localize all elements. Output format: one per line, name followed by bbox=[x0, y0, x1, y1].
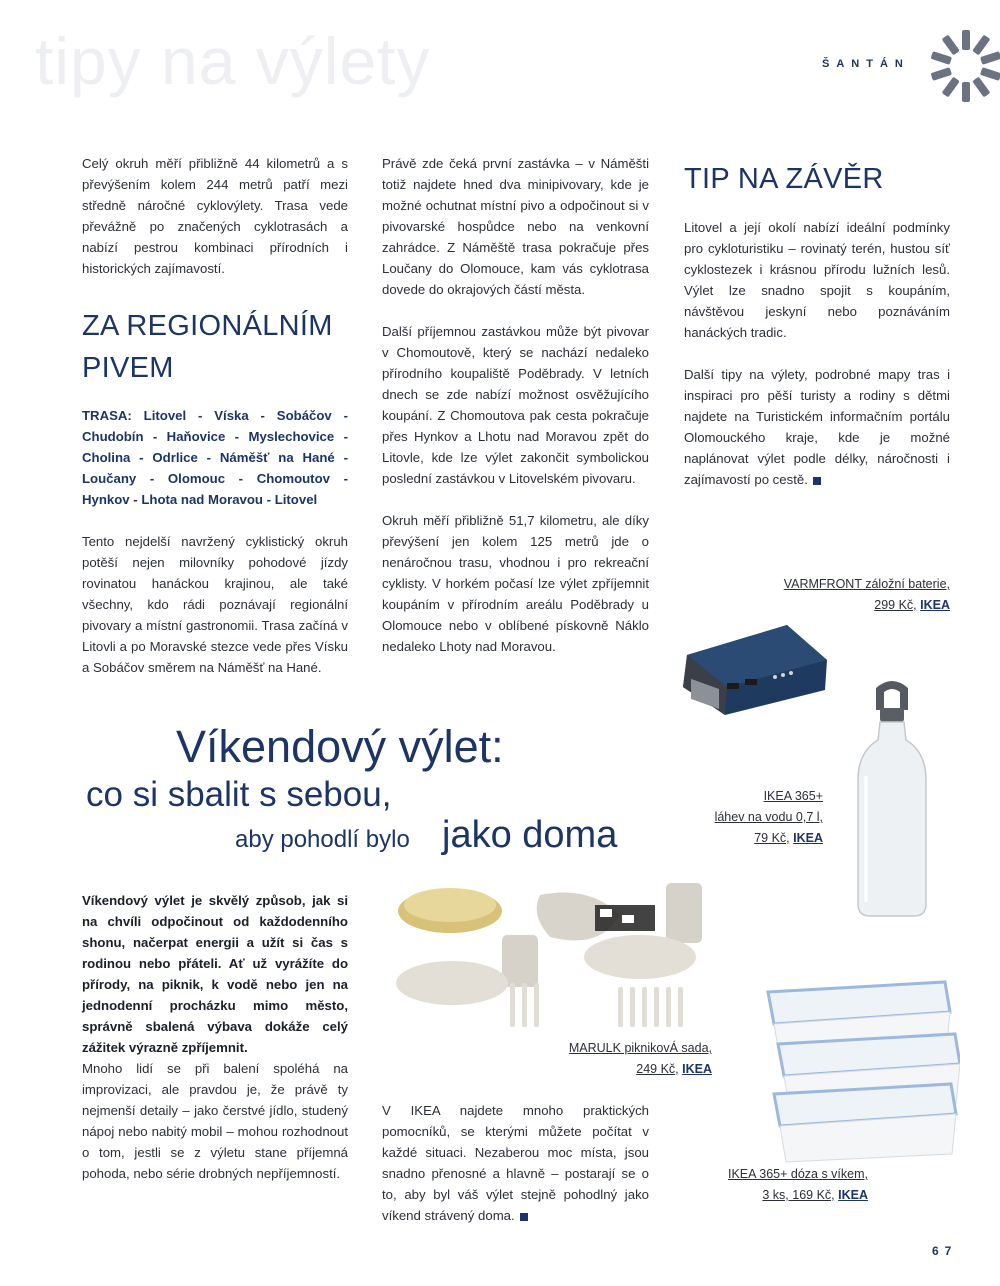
col3-text: Litovel a její okolí nabízí ideální podmínky pro cykloturistiku – rovinatý terén, hustou síť cyklostezek i krásnou přírodu lužních lesů. Výlet lze snadno spojit s koupáním, návštěvou jeskyní nebo poznáváním hanáckých tradic. Další tipy na výlety, podrobné mapy tras i inspiraci pro pěší turisty a rodiny s dětmi najdete na Turistickém informačním portálu Olomouckého kraje, kde je možné naplánovat výlet podle délky, náročnosti i zajímavostí po cestě. bbox=[684, 220, 950, 487]
brand-name: ŠANTÁN bbox=[822, 58, 910, 70]
route-list: TRASA: Litovel - Víska - Sobáčov - Chudobín - Haňovice - Myslechovice - Cholina - Odrlice - Náměšť na Hané - Loučany - Olomouc - Chomoutov - Hynkov - Lhota nad Moravou - Litovel bbox=[82, 408, 348, 507]
water-bottle-image bbox=[852, 680, 932, 920]
picnic-set-image bbox=[390, 875, 720, 1035]
boxes-caption: IKEA 365+ dóza s víkem, 3 ks, 169 Kč, IKEA bbox=[727, 1167, 868, 1202]
col1-paragraph: Tento nejdelší navržený cyklistický okruh potěší nejen milovníky pohodové jízdy rovinatou hanáckou krajinou, ale také všechny, kdo rádi poznávají regionální pivovary a místní gastronomii. Trasa začíná v Litovli a po Moravské stezce vede přes Vísku a Sobáčov směrem na Náměšť na Hané. bbox=[82, 534, 348, 675]
end-mark-icon bbox=[813, 477, 821, 485]
section-title: tipy na výlety bbox=[35, 24, 431, 98]
feature-title-line3a: aby pohodlí bylo bbox=[235, 826, 410, 853]
closing-paragraph: V IKEA najdete mnoho praktických pomocníků, se kterými můžete počítat v každé situaci. Nezaberou moc místa, jsou snadno přenosné a hlavně – postarají se o to, aby byl váš výlet stejně pohodlný jako víkend strávený doma. bbox=[382, 1103, 649, 1223]
power-bank-image bbox=[675, 615, 835, 720]
battery-caption: VARMFRONT záložní baterie, 299 Kč, IKEA bbox=[783, 577, 950, 612]
col1-intro: Celý okruh měří přibližně 44 kilometrů a s převýšením kolem 244 metrů patří mezi středně náročné cyklovýlety. Trasa vede převážně po značených cyklotrasách a nabízí pestrou kombinaci přírodních i historických zajímavostí. bbox=[82, 156, 348, 276]
page-number: 67 bbox=[932, 1244, 958, 1258]
feature-title-line1: Víkendový výlet: bbox=[176, 721, 504, 772]
picnic-caption: MARULK piknikovÁ sada, 249 Kč, IKEA bbox=[568, 1041, 712, 1076]
col1-heading: ZA REGIONÁLNÍM PIVEM bbox=[82, 310, 333, 384]
feature-title-line2: co si sbalit s sebou, bbox=[86, 775, 392, 814]
food-boxes-image bbox=[760, 972, 960, 1172]
end-mark-icon bbox=[520, 1213, 528, 1221]
col2-text: Právě zde čeká první zastávka – v Náměšti totiž najdete hned dva minipivovary, kde je možné ochutnat místní pivo a odpočinout si v pivovarské hospůdce nebo na venkovní zahrádce. Z Náměště trasa pokračuje přes Loučany do Olomouce, kam vás cyklotrasa dovede do okrajových částí města. Další příjemnou zastávkou může být pivovar v Chomoutově, který se nachází nedaleko přírodního koupaliště Poděbrady. V letních dnech se zde nabízí možnost osvěžujícího koupání. Z Chomoutova pak cesta pokračuje přes Hynkov a Lhotu nad Moravou zpět do Litovle, kde lze výlet zakončit symbolickou poslední zastávkou v Litovelském pivovaru. Okruh měří přibližně 51,7 kilometru, ale díky převýšení jen kolem 125 metrů jde o nenáročnou trasu, vhodnou i pro rekreační cyklisty. V horkém počasí lze výlet zpříjemnit koupáním v přírodním areálu Poděbrady u Olomouce nebo v oblíbené pískovně Náklo nedaleko Lhoty nad Moravou. bbox=[382, 156, 649, 654]
tip-heading: TIP NA ZÁVĚR bbox=[684, 163, 884, 195]
feature-lead: Víkendový výlet je skvělý způsob, jak si na chvíli odpočinout od každodenního shonu, načerpat energii a užít si čas s rodinou nebo přáteli. Ať už vyrážíte do přírody, na piknik, k vodě nebo jen na jednodenní procházku mimo město, správně sbalená výbava dokáže celý zážitek výrazně zpříjemnit. bbox=[82, 893, 348, 1055]
bottle-caption: IKEA 365+ láhev na vodu 0,7 l, 79 Kč, IKEA bbox=[714, 789, 823, 845]
santan-logo-icon bbox=[930, 28, 1000, 104]
feature-title-line3b: jako doma bbox=[442, 814, 618, 856]
feature-paragraph: Mnoho lidí se při balení spoléhá na improvizaci, ale pravdou je, že právě ty nejmenší detaily – jako čerstvé jídlo, studený nápoj nebo nabitý mobil – mohou rozhodnout o tom, jestli se z výletu stane příjemná pohoda, nebo série drobných nepříjemností. bbox=[82, 1061, 348, 1181]
